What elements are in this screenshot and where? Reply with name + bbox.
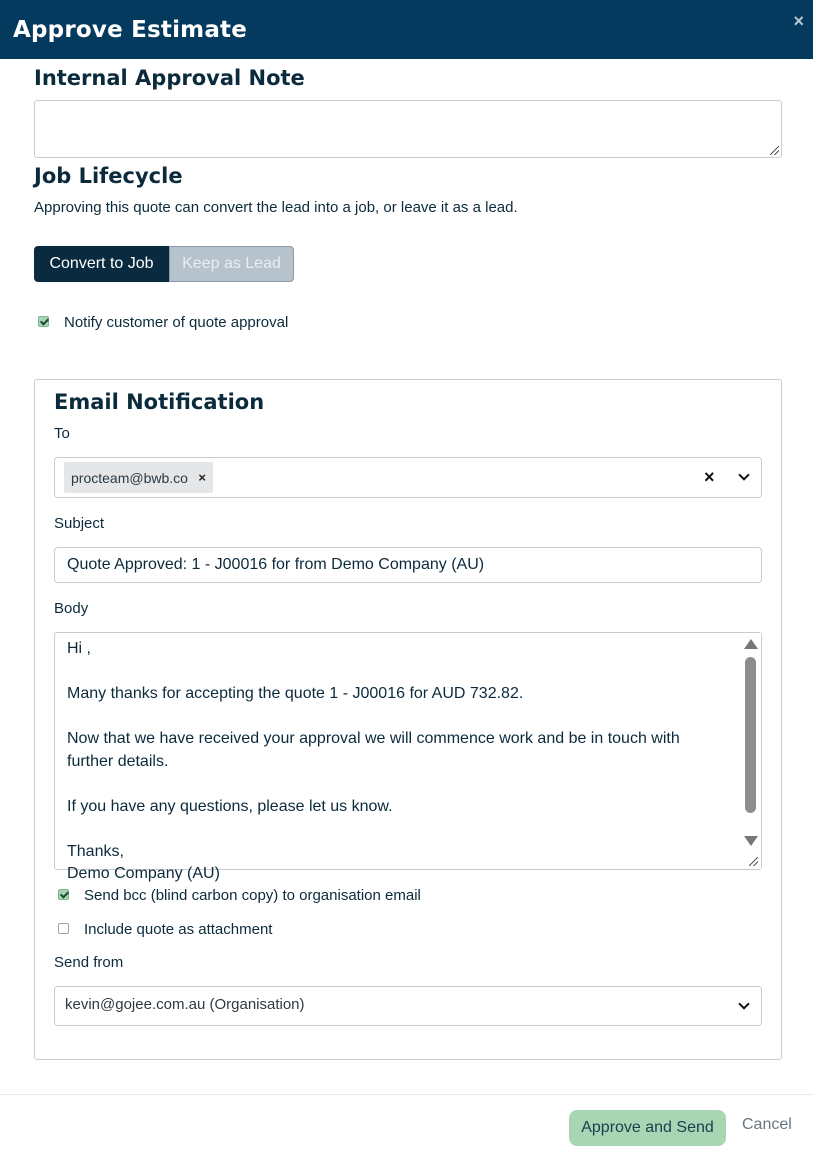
notify-label: Notify customer of quote approval [64,314,289,331]
remove-recipient-icon[interactable]: × [198,470,206,485]
scroll-down-icon[interactable] [744,836,758,846]
body-line: If you have any questions, please let us know. [67,797,393,815]
to-recipients-field[interactable] [54,457,762,498]
job-lifecycle-heading: Job Lifecycle [34,164,183,188]
notify-checkbox[interactable] [38,316,49,327]
recipient-email: procteam@bwb.co [71,469,188,486]
clear-recipients-icon[interactable]: × [704,467,715,487]
internal-note-heading: Internal Approval Note [34,66,305,90]
chevron-down-icon[interactable] [738,998,749,1009]
bcc-checkbox[interactable] [58,889,69,900]
body-label: Body [54,600,89,617]
scroll-up-icon[interactable] [744,639,758,649]
bcc-label: Send bcc (blind carbon copy) to organisation email [84,887,421,904]
close-icon[interactable]: × [793,11,804,31]
attach-quote-label: Include quote as attachment [84,921,273,938]
resize-grip-icon[interactable] [770,146,779,155]
body-line: Demo Company (AU) [67,865,220,882]
body-scrollbar[interactable] [741,633,761,869]
scroll-thumb[interactable] [745,657,756,813]
chevron-down-icon[interactable] [738,469,749,480]
job-lifecycle-description: Approving this quote can convert the lead into a job, or leave it as a lead. [34,199,518,216]
dialog-title: Approve Estimate [13,16,248,43]
send-from-select[interactable] [54,986,762,1026]
send-from-label: Send from [54,954,124,971]
subject-label: Subject [54,515,105,532]
body-line: Hi , [67,640,91,657]
body-textarea[interactable] [54,632,762,882]
footer-divider [0,1094,813,1095]
body-line: Thanks, [67,842,124,860]
cancel-button[interactable]: Cancel [742,1116,792,1133]
send-from-value: kevin@gojee.com.au (Organisation) [65,996,305,1013]
convert-to-job-button[interactable]: Convert to Job [34,246,169,282]
internal-note-textarea[interactable] [34,100,782,158]
body-line: Now that we have received your approval we will commence work and be in touch with further details. [67,730,680,770]
body-line: Many thanks for accepting the quote 1 - J00016 for AUD 732.82. [67,685,524,702]
attach-quote-checkbox[interactable] [58,923,69,934]
recipient-chip [64,462,213,493]
dialog-header [0,0,813,59]
approve-and-send-button[interactable]: Approve and Send [569,1110,726,1146]
resize-grip-icon[interactable] [749,857,758,866]
to-label: To [54,425,70,442]
lifecycle-toggle [34,246,294,282]
email-notification-heading: Email Notification [54,390,265,414]
subject-input[interactable]: Quote Approved: 1 - J00016 for from Demo Company (AU) [54,547,762,583]
body-text [67,638,727,886]
keep-as-lead-button[interactable]: Keep as Lead [169,246,294,282]
